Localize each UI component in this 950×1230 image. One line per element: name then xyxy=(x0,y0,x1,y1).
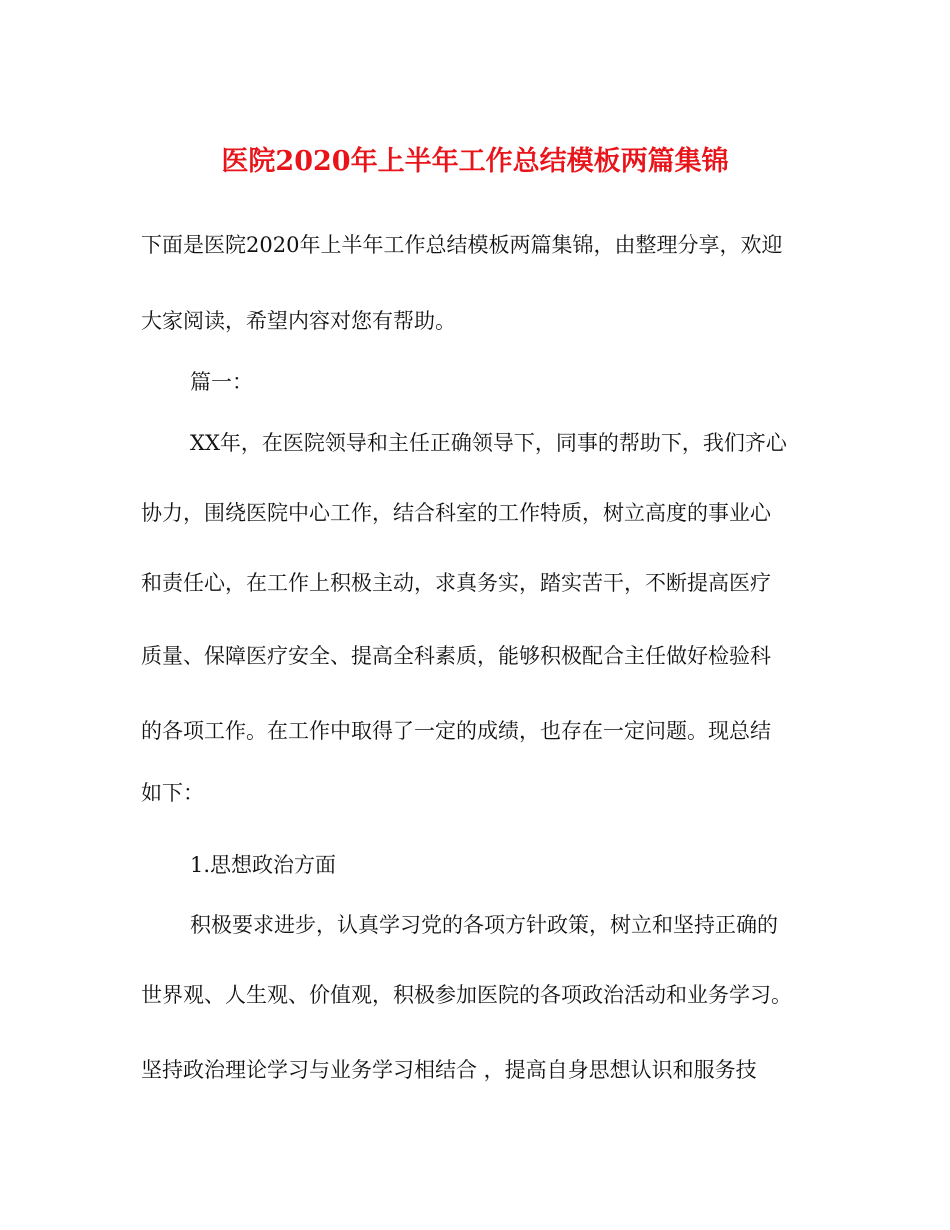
paragraph-line: 协力，围绕医院中心工作，结合科室的工作特质，树立高度的事业心 xyxy=(141,501,771,525)
document-title: 医院2020年上半年工作总结模板两篇集锦 xyxy=(221,146,729,177)
paragraph-line: 大家阅读，希望内容对您有帮助。 xyxy=(141,309,456,333)
paragraph-line: 世界观、人生观、价值观，积极参加医院的各项政治活动和业务学习。 xyxy=(141,983,792,1007)
paragraph-line: 和责任心，在工作上积极主动，求真务实，踏实苦干，不断提高医疗 xyxy=(141,571,771,595)
paragraph-line: 如下： xyxy=(141,781,204,805)
paragraph-line: 质量、保障医疗安全、提高全科素质，能够积极配合主任做好检验科 xyxy=(141,644,771,668)
paragraph-line: XX年，在医院领导和主任正确领导下，同事的帮助下，我们齐心 xyxy=(190,431,787,455)
subsection-heading: 1.思想政治方面 xyxy=(190,853,337,877)
paragraph-line: 下面是医院2020年上半年工作总结模板两篇集锦，由整理分享，欢迎 xyxy=(141,233,783,257)
paragraph-line: 的各项工作。在工作中取得了一定的成绩，也存在一定问题。现总结 xyxy=(141,719,771,743)
section-heading: 篇一： xyxy=(190,370,253,394)
paragraph-line: 坚持政治理论学习与业务学习相结合 ，提高自身思想认识和服务技 xyxy=(141,1058,757,1082)
paragraph-line: 积极要求进步，认真学习党的各项方针政策，树立和坚持正确的 xyxy=(190,913,778,937)
